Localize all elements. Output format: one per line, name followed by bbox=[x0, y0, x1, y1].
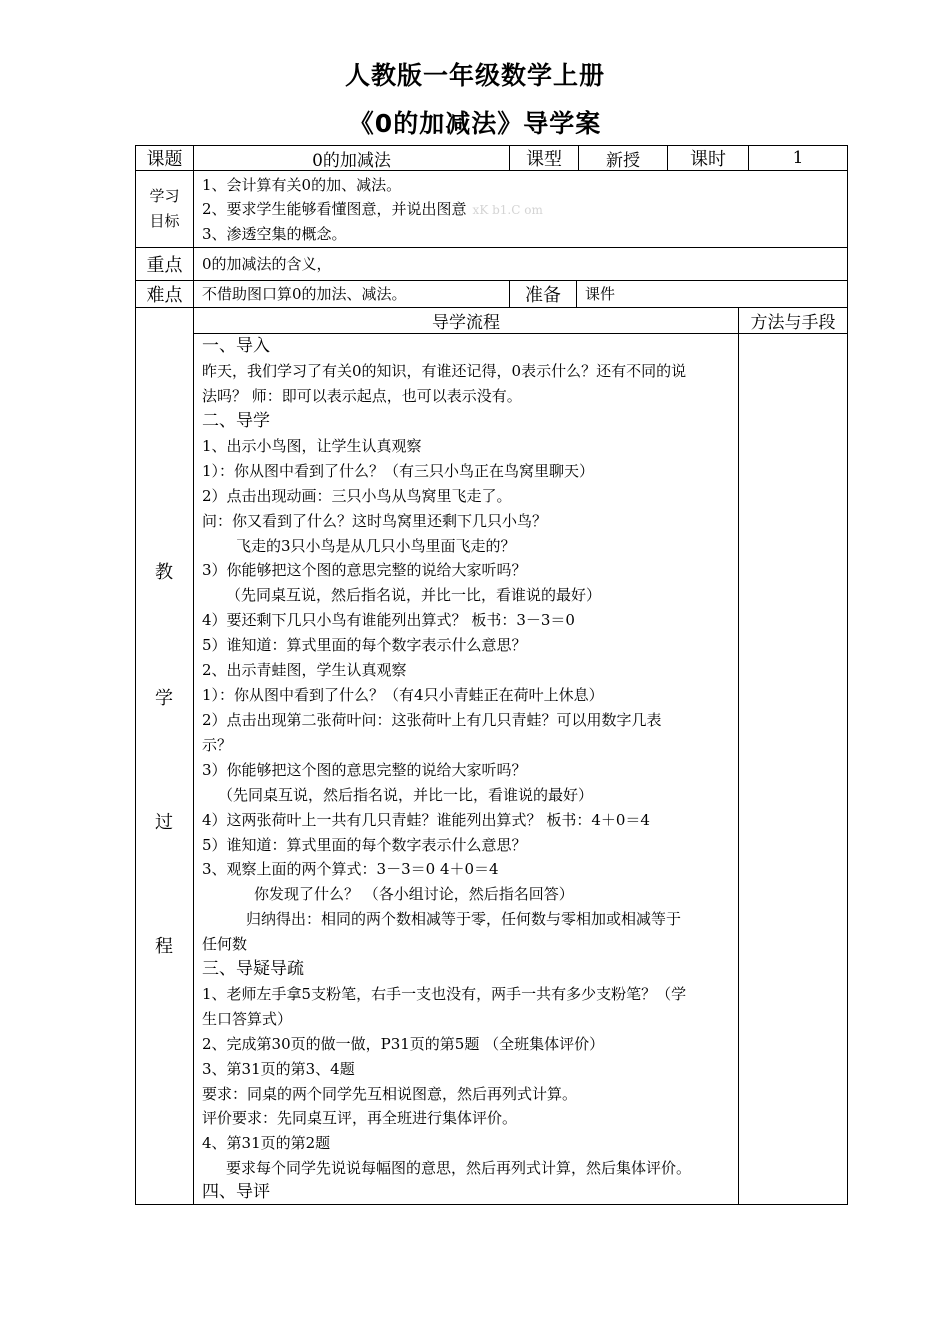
period-label: 课时 bbox=[690, 149, 726, 170]
type-label: 课型 bbox=[526, 149, 562, 170]
period-value: 1 bbox=[792, 148, 804, 168]
subject-label: 课题 bbox=[146, 149, 183, 170]
prep-label: 准备 bbox=[525, 285, 561, 306]
process-line: 4、第31页的第2题 bbox=[202, 1134, 331, 1152]
process-line: 1、老师左手拿5支粉笔，右手一支也没有，两手一共有多少支粉笔？（学 bbox=[202, 985, 687, 1003]
process-line: 5）谁知道：算式里面的每个数字表示什么意思？ bbox=[202, 636, 527, 654]
process-line: 1）：你从图中看到了什么？（有4只小青蛙正在荷叶上休息） bbox=[202, 686, 604, 704]
goal-item: 3、渗透空集的概念。 bbox=[202, 225, 347, 243]
flow-header: 导学流程 bbox=[432, 313, 500, 333]
side-char: 教 bbox=[155, 562, 173, 583]
subject-value: 0的加减法 bbox=[312, 150, 391, 171]
prep-value: 课件 bbox=[585, 285, 616, 303]
process-line: （先同桌互说，然后指名说，并比一比，看谁说的最好） bbox=[226, 586, 602, 604]
process-line: 飞走的3只小鸟是从几只小鸟里面飞走的？ bbox=[236, 537, 516, 555]
process-line: 3）你能够把这个图的意思完整的说给大家听吗？ bbox=[202, 761, 527, 779]
process-line: 3、观察上面的两个算式：3－3＝0 4＋0＝4 bbox=[202, 860, 499, 878]
document-subtitle: 《0的加减法》导学案 bbox=[348, 109, 602, 138]
goals-label-2: 目标 bbox=[149, 212, 180, 230]
side-char: 程 bbox=[155, 936, 173, 957]
process-line: 示？ bbox=[202, 736, 233, 754]
goal-item: 2、要求学生能够看懂图意，并说出图意 xK b1.C om bbox=[202, 200, 543, 218]
key-point-value: 0的加减法的含义， bbox=[202, 255, 332, 273]
process-line: 5）谁知道：算式里面的每个数字表示什么意思？ bbox=[202, 836, 527, 854]
difficulty-label: 难点 bbox=[146, 285, 183, 306]
process-line: 4）这两张荷叶上一共有几只青蛙？谁能列出算式？ 板书：4＋0＝4 bbox=[202, 811, 650, 829]
document-title: 人教版一年级数学上册 bbox=[344, 61, 605, 90]
section-heading: 三、导疑导疏 bbox=[202, 959, 304, 979]
process-line: 1）：你从图中看到了什么？（有三只小鸟正在鸟窝里聊天） bbox=[202, 462, 595, 480]
difficulty-value: 不借助图口算0的加法、减法。 bbox=[202, 285, 407, 303]
process-line: 问：你又看到了什么？这时鸟窝里还剩下几只小鸟？ bbox=[202, 512, 548, 530]
process-line: 生口答算式） bbox=[202, 1010, 293, 1028]
watermark: xK b1.C om bbox=[472, 203, 543, 217]
process-line: 2）点击出现第二张荷叶问：这张荷叶上有几只青蛙？可以用数字几表 bbox=[202, 711, 662, 729]
process-line: 要求：同桌的两个同学先互相说图意，然后再列式计算。 bbox=[202, 1085, 578, 1103]
process-line: 2）点击出现动画：三只小鸟从鸟窝里飞走了。 bbox=[202, 487, 512, 505]
side-char: 学 bbox=[155, 688, 173, 709]
goals-label-1: 学习 bbox=[149, 187, 180, 205]
section-heading: 一、导入 bbox=[202, 336, 270, 356]
goal-item: 1、会计算有关0的加、减法。 bbox=[202, 176, 402, 194]
process-line: 2、出示青蛙图，学生认真观察 bbox=[202, 661, 407, 679]
process-line: 1、出示小鸟图，让学生认真观察 bbox=[202, 437, 422, 455]
process-line: 4）要还剩下几只小鸟有谁能列出算式？ 板书：3－3＝0 bbox=[202, 611, 575, 629]
process-line: （先同桌互说，然后指名说，并比一比，看谁说的最好） bbox=[218, 786, 594, 804]
process-line: 归纳得出：相同的两个数相减等于零，任何数与零相加或相减等于 bbox=[246, 910, 682, 928]
process-line: 昨天，我们学习了有关0的知识，有谁还记得，0表示什么？还有不同的说 bbox=[202, 362, 687, 380]
side-char: 过 bbox=[155, 812, 173, 833]
method-header: 方法与手段 bbox=[750, 313, 836, 333]
process-line: 评价要求：先同桌互评，再全班进行集体评价。 bbox=[202, 1109, 518, 1127]
process-line: 法吗？ 师：即可以表示起点，也可以表示没有。 bbox=[202, 387, 522, 405]
type-value: 新授 bbox=[606, 150, 640, 171]
process-line: 要求每个同学先说说每幅图的意思，然后再列式计算，然后集体评价。 bbox=[226, 1159, 692, 1177]
process-line: 2、完成第30页的做一做，P31页的第5题 （全班集体评价） bbox=[202, 1035, 605, 1053]
process-line: 3）你能够把这个图的意思完整的说给大家听吗？ bbox=[202, 561, 527, 579]
section-heading: 四、导评 bbox=[202, 1182, 270, 1202]
process-line: 任何数 bbox=[202, 935, 248, 953]
process-line: 3、第31页的第3、4题 bbox=[202, 1060, 355, 1078]
section-heading: 二、导学 bbox=[202, 411, 270, 431]
process-line: 你发现了什么？ （各小组讨论，然后指名回答） bbox=[254, 885, 574, 903]
key-point-label: 重点 bbox=[146, 255, 183, 276]
